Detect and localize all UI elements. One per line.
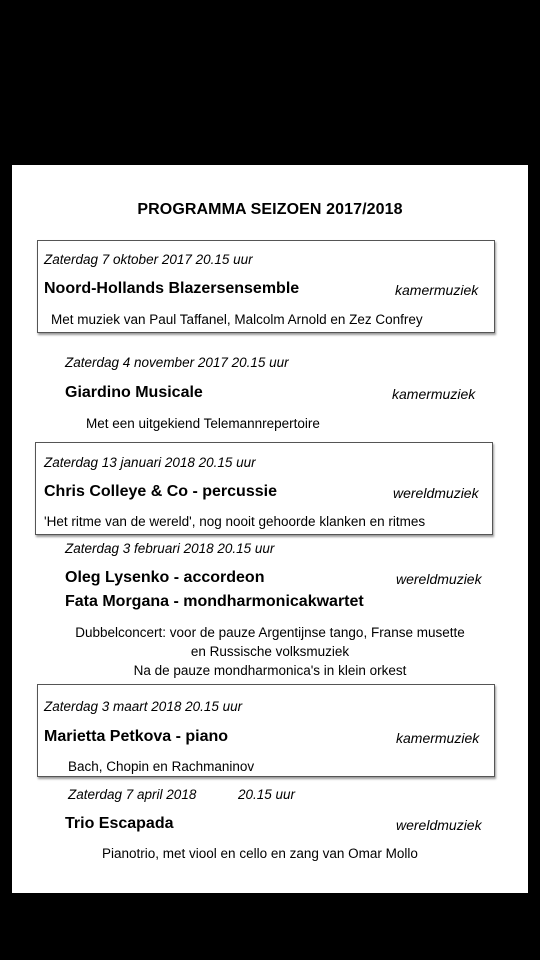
event-name-4b: Fata Morgana - mondharmonicakwartet	[65, 593, 364, 610]
program-page	[12, 165, 528, 893]
event-name-1: Noord-Hollands Blazersensemble	[44, 280, 300, 297]
event-genre-4: wereldmuziek	[396, 571, 482, 587]
event-name-4a: Oleg Lysenko - accordeon	[65, 569, 265, 586]
event-desc-1: Met muziek van Paul Taffanel, Malcolm Arnold en Zez Confrey	[51, 312, 423, 327]
event-name-6: Trio Escapada	[65, 815, 174, 832]
event-genre-3: wereldmuziek	[393, 485, 479, 501]
event-desc-3: 'Het ritme van de wereld', nog nooit gehoorde klanken en ritmes	[44, 514, 426, 529]
event-date-4: Zaterdag 3 februari 2018 20.15 uur	[65, 541, 275, 556]
event-desc-4-line-2: en Russische volksmuziek	[190, 644, 350, 659]
event-genre-6: wereldmuziek	[396, 817, 482, 833]
event-time-6: 20.15 uur	[238, 787, 296, 802]
event-name-3: Chris Colleye & Co - percussie	[44, 483, 277, 500]
event-desc-6: Pianotrio, met viool en cello en zang van Omar Mollo	[102, 846, 418, 861]
event-date-6: Zaterdag 7 april 2018	[68, 787, 197, 802]
event-date-5: Zaterdag 3 maart 2018 20.15 uur	[44, 699, 243, 714]
page-title: PROGRAMMA SEIZOEN 2017/2018	[137, 201, 403, 218]
event-genre-5: kamermuziek	[396, 730, 480, 746]
event-name-5: Marietta Petkova - piano	[44, 728, 229, 745]
event-desc-4-line-1: Dubbelconcert: voor de pauze Argentijnse tango, Franse musette	[75, 625, 465, 640]
event-date-1: Zaterdag 7 oktober 2017 20.15 uur	[44, 252, 253, 267]
event-name-2: Giardino Musicale	[65, 384, 203, 401]
event-date-2: Zaterdag 4 november 2017 20.15 uur	[65, 355, 289, 370]
event-date-3: Zaterdag 13 januari 2018 20.15 uur	[44, 455, 256, 470]
event-desc-4-line-3: Na de pauze mondharmonica's in klein orkest	[133, 663, 407, 678]
event-genre-1: kamermuziek	[395, 282, 479, 298]
event-desc-2: Met een uitgekiend Telemannrepertoire	[86, 416, 320, 431]
event-genre-2: kamermuziek	[392, 386, 476, 402]
event-desc-5: Bach, Chopin en Rachmaninov	[68, 759, 255, 774]
